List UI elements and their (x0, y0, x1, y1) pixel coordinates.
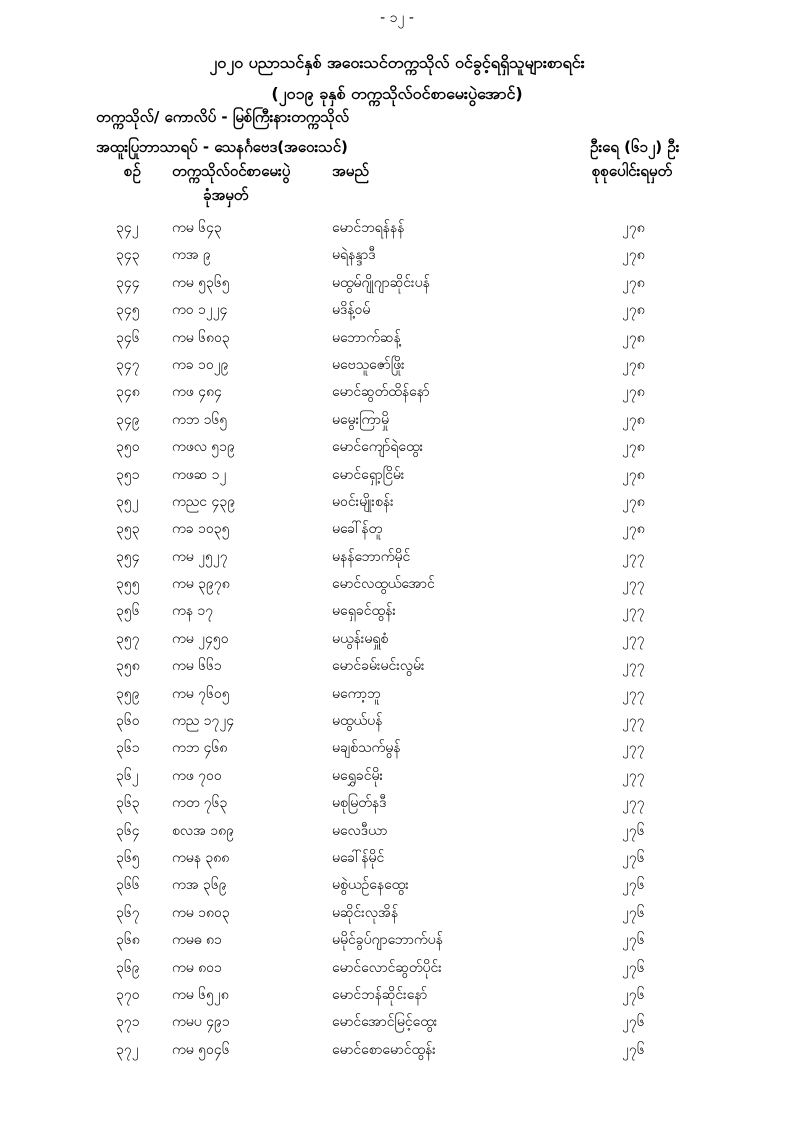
row-number: ၃၆၈ (116, 932, 140, 949)
table-row (0, 597, 794, 624)
row-marks: ၂၇၆ (622, 904, 645, 921)
row-marks: ၂၇၈ (622, 493, 645, 510)
row-name: မထွမ်ဂျိုဂျာဆိုင်းပန် (332, 274, 430, 291)
table-row (0, 734, 794, 761)
row-name: မနန်ဘောက်မိုင် (332, 548, 411, 565)
row-reg-number: ကမ ၆၄၃ (172, 220, 222, 236)
table-row (0, 680, 794, 707)
row-name: မဝင်းမျိုးစန်း (332, 493, 394, 510)
row-reg-number: ကညင ၄၃၉ (172, 493, 236, 510)
row-marks: ၂၇၇ (622, 767, 645, 784)
row-name: မောင်စောမောင်ထွန်း (332, 1041, 436, 1058)
row-reg-number: ကမ ၂၅၂၇ (172, 548, 228, 565)
row-name: မစုမြတ်နဒီ (332, 795, 387, 812)
row-reg-number: ကမ ၈၀၁ (172, 959, 222, 976)
table-row (0, 844, 794, 871)
row-marks: ၂၇၇ (622, 576, 645, 593)
row-reg-number: ကခ ၁၀၃၅ (172, 521, 230, 538)
row-number: ၃၄၂ (116, 220, 139, 236)
row-name: မောင်လောင်ဆွတ်ပိုင်း (332, 959, 442, 976)
row-marks: ၂၇၈ (622, 384, 645, 401)
row-number: ၃၅၆ (116, 603, 140, 620)
table-row (0, 954, 794, 981)
row-marks: ၂၇၆ (622, 959, 645, 976)
row-number: ၃၄၅ (116, 302, 140, 319)
row-number: ၃၅၃ (116, 521, 140, 538)
row-number: ၃၅၉ (116, 685, 140, 702)
row-marks: ၂၇၇ (622, 713, 645, 730)
row-reg-number: ကဘ ၁၆၅ (172, 411, 228, 428)
row-reg-number: ကဖ ၇၀၀ (172, 767, 222, 784)
row-reg-number: ကမ ၂၄၅၀ (172, 630, 229, 647)
row-reg-number: ကန ၁၇ (172, 603, 214, 620)
row-name: မောင်ဘန်ဆိုင်းနော် (332, 986, 428, 1003)
row-number: ၃၆၃ (116, 795, 140, 812)
row-name: မလေဒီယာ (332, 822, 388, 839)
row-marks: ၂၇၇ (622, 630, 645, 647)
column-header-name: အမည် (332, 162, 369, 180)
row-marks: ၂၇၈ (622, 356, 645, 373)
row-marks: ၂၇၈ (622, 247, 645, 264)
column-header-no: စဉ် (124, 162, 141, 180)
row-number: ၃၄၈ (116, 384, 140, 401)
row-reg-number: စလအ ၁၈၉ (172, 822, 235, 839)
row-number: ၃၆၁ (116, 740, 140, 757)
row-name: မစွဲယဉ်နေထွေး (332, 877, 409, 894)
row-reg-number: ကဖဆ ၁၂ (172, 466, 227, 483)
table-row (0, 817, 794, 844)
row-reg-number: ကမပ ၄၉၁ (172, 1014, 230, 1031)
row-number: ၃၇၁ (116, 1014, 140, 1031)
row-marks: ၂၇၈ (622, 411, 645, 428)
row-name: မောင်ကျော်ရဲထွေး (332, 439, 424, 456)
results-table (0, 214, 794, 1063)
table-row (0, 981, 794, 1008)
row-name: မဗေသူဇော်ဖြိုး (332, 356, 405, 373)
row-number: ၃၅၄ (116, 548, 140, 565)
major-line: အထူးပြုဘာသာရပ် - သေနင်္ဂဗေဒ(အဝေးသင်) (96, 138, 348, 156)
row-reg-number: ကမ ၃၉၇၈ (172, 576, 230, 593)
row-marks: ၂၇၇ (622, 548, 645, 565)
document-subtitle: (၂၀၁၉ ခုနှစ် တက္ကသိုလ်ဝင်စာမေးပွဲအောင်) (271, 84, 523, 103)
row-marks: ၂၇၆ (622, 849, 645, 866)
table-row (0, 378, 794, 405)
row-name: မကော့ဘူ (332, 685, 381, 702)
row-marks: ၂၇၆ (622, 822, 645, 839)
row-reg-number: ကမ ၅၀၄၆ (172, 1041, 230, 1058)
row-number: ၃၅၅ (116, 576, 140, 593)
row-number: ၃၅၂ (116, 493, 139, 510)
row-number: ၃၆၄ (116, 822, 140, 839)
row-reg-number: ကမ ၆၅၂၈ (172, 986, 229, 1003)
row-reg-number: ကဖ ၄၈၄ (172, 384, 222, 401)
row-marks: ၂၇၆ (622, 932, 645, 949)
row-number: ၃၅၁ (116, 466, 140, 483)
table-row (0, 1008, 794, 1035)
row-reg-number: ကအ ၉ (172, 247, 211, 264)
table-row (0, 488, 794, 515)
column-header-reg: တက္ကသိုလ်ဝင်စာမေးပွဲ (172, 162, 291, 180)
table-row (0, 789, 794, 816)
university-line: တက္ကသိုလ်/ ကောလိပ် - မြစ်ကြီးနားတက္ကသိုလ် (96, 108, 349, 126)
table-row (0, 899, 794, 926)
row-name: မဆိုင်းလုအိန် (332, 904, 399, 921)
column-header-reg-sub: ခုံအမှတ် (203, 186, 249, 204)
row-number: ၃၇၀ (116, 986, 140, 1003)
row-marks: ၂၇၈ (622, 274, 645, 291)
document-title: ၂၀၂၀ ပညာသင်နှစ် အဝေးသင်တက္ကသိုလ် ဝင်ခွင့်ရရှိသူများစာရင်း (209, 53, 585, 72)
row-number: ၃၄၃ (116, 247, 140, 264)
column-header-marks: စုစုပေါင်းရမှတ် (592, 162, 673, 180)
row-marks: ၂၇၈ (622, 302, 645, 319)
row-name: မောင်ဆွတ်ထိန်နော် (332, 384, 430, 401)
row-name: မရွှေခင်မိုး (332, 767, 384, 784)
row-number: ၃၆၅ (116, 849, 140, 866)
table-row (0, 324, 794, 351)
table-row (0, 296, 794, 323)
row-number: ၃၆၆ (116, 877, 140, 894)
row-name: မဒိန့်ဝမ် (332, 302, 371, 319)
row-name: မောင်ဘရန်နန် (332, 220, 405, 236)
row-reg-number: ကမ ၆၆၁ (172, 658, 222, 675)
row-name: မောင်ရှော့ငြိမ်း (332, 466, 405, 483)
table-row (0, 625, 794, 652)
row-name: မရဲနန္ဒာဒီ (332, 247, 376, 264)
row-marks: ၂၇၈ (622, 521, 645, 538)
table-row (0, 214, 794, 241)
row-name: မမိုင်ခွပ်ဂျာဘောက်ပန် (332, 932, 443, 949)
row-name: မထွယ်ပန် (332, 713, 383, 730)
row-number: ၃၄၇ (116, 356, 140, 373)
row-number: ၃၆၂ (116, 767, 139, 784)
row-reg-number: ကတ ၇၆၃ (172, 795, 228, 812)
row-name: မယွန်းမရှူစံ (332, 630, 389, 647)
table-row (0, 926, 794, 953)
table-row (0, 652, 794, 679)
row-reg-number: ကမန ၃၈၈ (172, 849, 230, 866)
row-name: မခေါ်န်မိုင် (332, 849, 385, 866)
row-name: မောင်အောင်မြင့်ထွေး (332, 1014, 438, 1031)
total-count: ဦးရေ (၆၁၂) ဦး (590, 138, 680, 156)
row-reg-number: ကခ ၁၀၂၉ (172, 356, 229, 373)
table-row (0, 269, 794, 296)
row-reg-number: ကမ ၇၆၀၅ (172, 685, 230, 702)
row-reg-number: ကမဓ ၈၁ (172, 932, 222, 949)
row-reg-number: ကည ၁၇၂၄ (172, 713, 235, 730)
table-row (0, 707, 794, 734)
row-marks: ၂၇၇ (622, 740, 645, 757)
row-marks: ၂၇၆ (622, 877, 645, 894)
row-marks: ၂၇၇ (622, 685, 645, 702)
row-number: ၃၅၀ (116, 439, 140, 456)
row-marks: ၂၇၆ (622, 1014, 645, 1031)
row-name: မဘောက်ဆန့် (332, 329, 401, 346)
table-row (0, 515, 794, 542)
table-row (0, 406, 794, 433)
table-row (0, 241, 794, 268)
row-marks: ၂၇၇ (622, 603, 645, 620)
row-name: မချစ်သက်မွန် (332, 740, 401, 757)
row-marks: ၂၇၆ (622, 1041, 645, 1058)
row-number: ၃၄၄ (116, 274, 140, 291)
row-reg-number: ကမ ၅၃၆၅ (172, 274, 230, 291)
row-number: ၃၅၇ (116, 630, 140, 647)
row-marks: ၂၇၇ (622, 795, 645, 812)
row-number: ၃၅၈ (116, 658, 140, 675)
row-reg-number: ကမ ၆၈၀၃ (172, 329, 230, 346)
row-reg-number: ကဝ ၁၂၂၄ (172, 302, 228, 319)
row-number: ၃၆၇ (116, 904, 140, 921)
row-name: မခေါ်န်တူ (332, 521, 383, 538)
row-number: ၃၄၉ (116, 411, 140, 428)
row-marks: ၂၇၈ (622, 439, 645, 456)
row-marks: ၂၇၇ (622, 658, 645, 675)
row-reg-number: ကမ ၁၈၀၃ (172, 904, 230, 921)
row-number: ၃၇၂ (116, 1041, 139, 1058)
row-name: မောင်ခမ်းမင်းလွမ်း (332, 658, 425, 675)
row-number: ၃၆၉ (116, 959, 140, 976)
page-number: - ၁၂ - (380, 10, 414, 26)
table-row (0, 1036, 794, 1063)
table-row (0, 543, 794, 570)
row-number: ၃၄၆ (116, 329, 140, 346)
table-row (0, 871, 794, 898)
row-reg-number: ကဖလ ၅၁၉ (172, 439, 235, 456)
row-number: ၃၆၀ (116, 713, 140, 730)
row-marks: ၂၇၈ (622, 220, 645, 236)
table-row (0, 461, 794, 488)
table-row (0, 762, 794, 789)
row-name: မရှေခင်ထွန်း (332, 603, 396, 620)
table-row (0, 351, 794, 378)
row-reg-number: ကဘ ၄၆၈ (172, 740, 228, 757)
table-row (0, 570, 794, 597)
row-marks: ၂၇၈ (622, 466, 645, 483)
row-marks: ၂၇၆ (622, 986, 645, 1003)
row-marks: ၂၇၈ (622, 329, 645, 346)
row-name: မမွေးကြာမှို (332, 411, 389, 428)
table-row (0, 433, 794, 460)
row-name: မောင်လထွယ်အောင် (332, 576, 435, 593)
row-reg-number: ကအ ၃၆၉ (172, 877, 227, 894)
